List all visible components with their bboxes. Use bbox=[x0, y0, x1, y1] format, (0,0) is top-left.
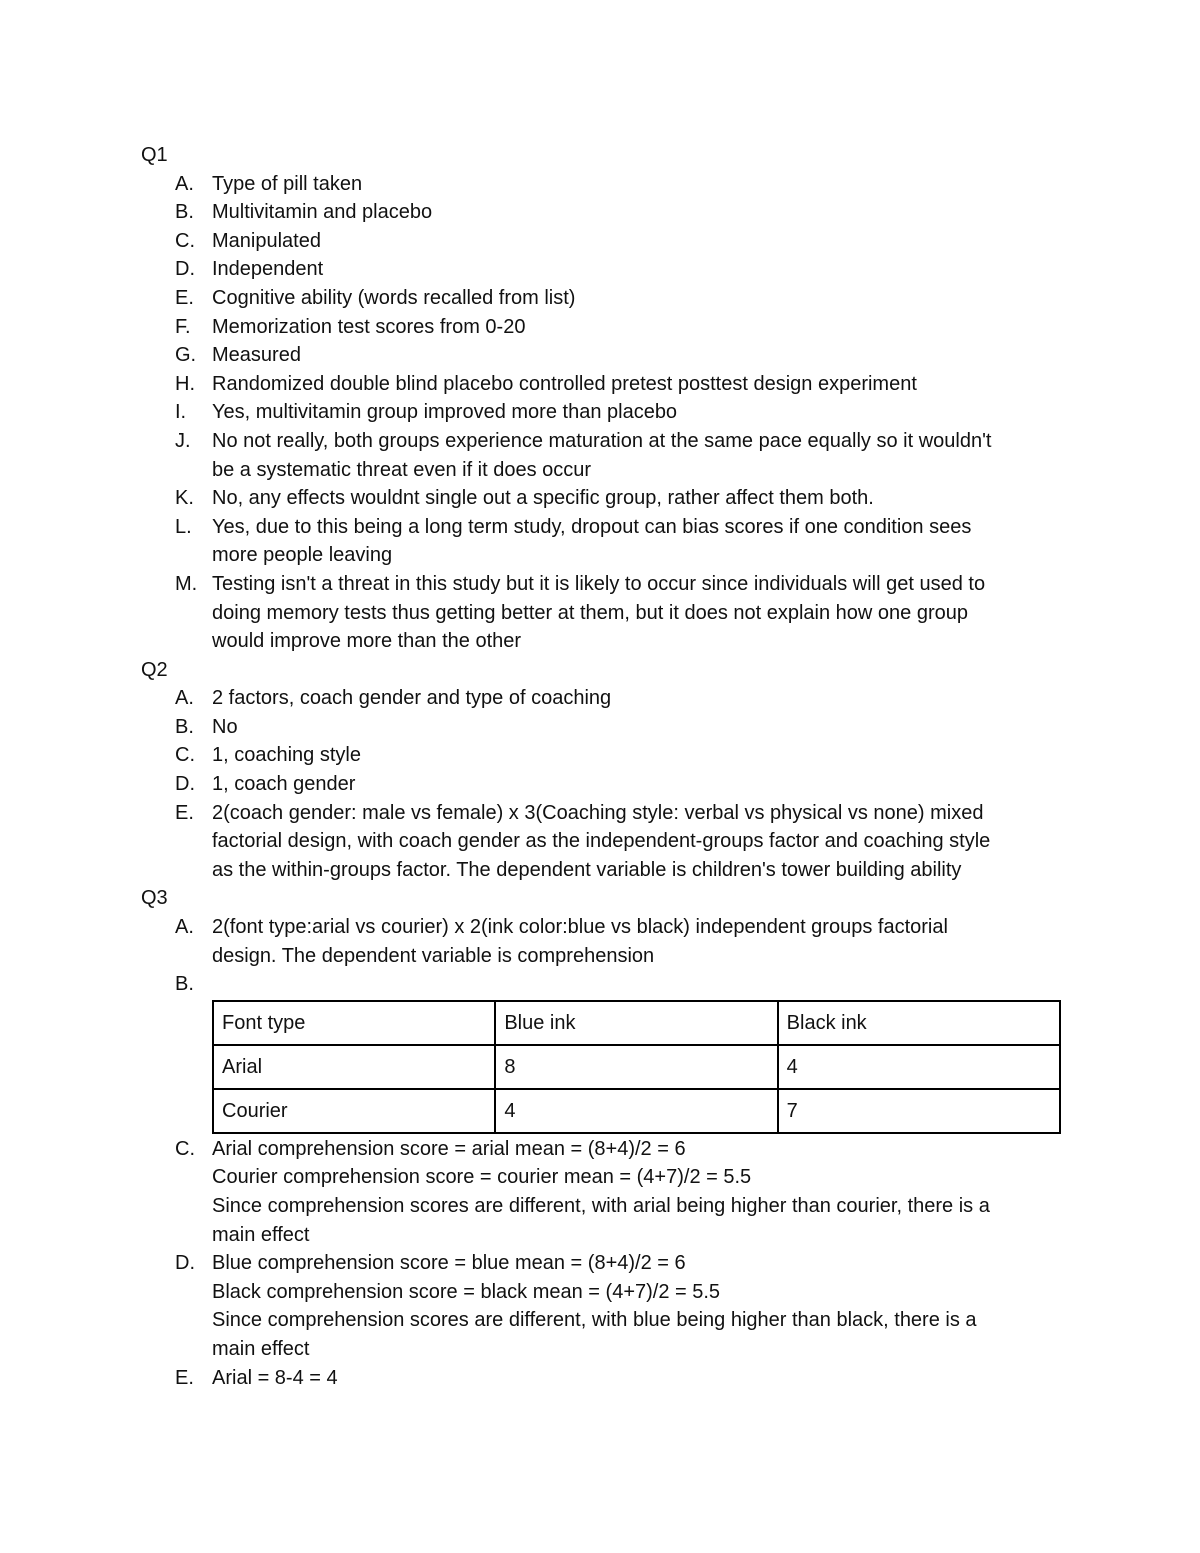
document-page bbox=[141, 141, 1066, 1392]
item-text: Blue comprehension score = blue mean = (8+4)/2 = 6 bbox=[212, 1252, 686, 1275]
q1-item-i bbox=[141, 398, 1066, 427]
q2-heading: Q2 bbox=[141, 658, 168, 681]
q2-item-e bbox=[141, 799, 1066, 885]
q1-item-m bbox=[141, 570, 1066, 656]
table-row bbox=[213, 1089, 1060, 1133]
q1-item-g bbox=[141, 341, 1066, 370]
q3-item-a bbox=[141, 913, 1066, 970]
item-letter: C. bbox=[175, 744, 195, 767]
q1-item-k bbox=[141, 484, 1066, 513]
item-letter: J. bbox=[175, 429, 191, 452]
item-text: more people leaving bbox=[212, 544, 393, 567]
item-text: Black comprehension score = black mean = (4+7)/2 = 5.5 bbox=[212, 1280, 721, 1303]
table-cell: 8 bbox=[495, 1045, 777, 1089]
item-text: Arial = 8-4 = 4 bbox=[212, 1366, 338, 1389]
item-letter: E. bbox=[175, 286, 194, 309]
item-text: Arial comprehension score = arial mean = (8+4)/2 = 6 bbox=[212, 1137, 686, 1160]
q1-item-j bbox=[141, 427, 1066, 484]
item-text: 1, coaching style bbox=[212, 744, 361, 767]
item-text: Measured bbox=[212, 344, 301, 367]
item-text: main effect bbox=[212, 1223, 310, 1246]
q1-list bbox=[141, 170, 1066, 656]
item-text: would improve more than the other bbox=[212, 630, 522, 653]
results-table bbox=[212, 1000, 1061, 1134]
table-row bbox=[213, 1045, 1060, 1089]
q1-item-h bbox=[141, 370, 1066, 399]
item-letter: K. bbox=[175, 487, 194, 510]
item-letter: H. bbox=[175, 372, 195, 395]
q3-item-d bbox=[141, 1249, 1066, 1363]
q3-section bbox=[141, 884, 1066, 1392]
table-cell: Arial bbox=[213, 1045, 495, 1089]
q1-section bbox=[141, 141, 1066, 656]
table-cell: Black ink bbox=[778, 1001, 1060, 1045]
q2-item-d bbox=[141, 770, 1066, 799]
item-letter: I. bbox=[175, 401, 187, 424]
q1-item-l bbox=[141, 513, 1066, 570]
item-letter: A. bbox=[175, 916, 194, 939]
item-text: doing memory tests thus getting better at them, but it does not explain how one group bbox=[212, 601, 969, 624]
q2-item-c bbox=[141, 741, 1066, 770]
table-cell: 4 bbox=[495, 1089, 777, 1133]
q2-item-b bbox=[141, 713, 1066, 742]
table-header-row bbox=[213, 1001, 1060, 1045]
item-text: Memorization test scores from 0-20 bbox=[212, 315, 526, 338]
item-text: Randomized double blind placebo controlled pretest posttest design experiment bbox=[212, 372, 917, 395]
item-text: Type of pill taken bbox=[212, 172, 363, 195]
item-letter: F. bbox=[175, 315, 191, 338]
item-text: Yes, due to this being a long term study, dropout can bias scores if one condition sees bbox=[212, 515, 972, 538]
item-text: Courier comprehension score = courier mean = (4+7)/2 = 5.5 bbox=[212, 1166, 752, 1189]
item-text: 2 factors, coach gender and type of coaching bbox=[212, 687, 612, 710]
item-text: main effect bbox=[212, 1337, 310, 1360]
item-letter: E. bbox=[175, 801, 194, 824]
item-text: 1, coach gender bbox=[212, 773, 356, 796]
results-table-wrapper bbox=[212, 1000, 1066, 1134]
item-text: Yes, multivitamin group improved more than placebo bbox=[212, 401, 678, 424]
q3-heading: Q3 bbox=[141, 887, 168, 910]
q1-item-c bbox=[141, 227, 1066, 256]
q3-item-e bbox=[141, 1364, 1066, 1393]
q3-item-c bbox=[141, 1135, 1066, 1249]
q3-list bbox=[141, 913, 1066, 1392]
item-text: Testing isn't a threat in this study but it is likely to occur since individuals will get used to bbox=[212, 572, 986, 595]
item-text: No bbox=[212, 715, 238, 738]
item-text: No not really, both groups experience maturation at the same pace equally so it wouldn't bbox=[212, 429, 992, 452]
item-text: Since comprehension scores are different, with blue being higher than black, there is a bbox=[212, 1309, 977, 1332]
item-text: design. The dependent variable is comprehension bbox=[212, 944, 655, 967]
table-cell: Courier bbox=[213, 1089, 495, 1133]
item-letter: B. bbox=[175, 973, 194, 996]
item-text: Multivitamin and placebo bbox=[212, 201, 433, 224]
item-letter: M. bbox=[175, 572, 198, 595]
item-text: 2(coach gender: male vs female) x 3(Coaching style: verbal vs physical vs none) mixed bbox=[212, 801, 984, 824]
item-letter: A. bbox=[175, 172, 194, 195]
item-letter: C. bbox=[175, 1137, 195, 1160]
item-text: No, any effects wouldnt single out a specific group, rather affect them both. bbox=[212, 487, 874, 510]
item-text: Since comprehension scores are different, with arial being higher than courier, there is a bbox=[212, 1195, 990, 1217]
q1-item-e bbox=[141, 284, 1066, 313]
item-letter: B. bbox=[175, 715, 194, 738]
table-cell: 4 bbox=[778, 1045, 1060, 1089]
item-text: factorial design, with coach gender as the independent-groups factor and coaching style bbox=[212, 830, 991, 853]
q1-item-f bbox=[141, 313, 1066, 342]
q1-heading: Q1 bbox=[141, 144, 168, 166]
item-text: be a systematic threat even if it does occur bbox=[212, 458, 592, 481]
item-letter: C. bbox=[175, 229, 195, 252]
item-letter: L. bbox=[175, 515, 192, 538]
item-text bbox=[212, 970, 1066, 999]
item-letter: E. bbox=[175, 1366, 194, 1389]
q1-item-b bbox=[141, 198, 1066, 227]
item-letter: G. bbox=[175, 344, 197, 367]
item-letter: D. bbox=[175, 1252, 195, 1275]
table-cell: Font type bbox=[213, 1001, 495, 1045]
item-letter: A. bbox=[175, 687, 194, 710]
item-letter: D. bbox=[175, 258, 195, 281]
item-text: Cognitive ability (words recalled from list) bbox=[212, 286, 576, 309]
q2-item-a bbox=[141, 684, 1066, 713]
q3-item-b bbox=[141, 970, 1066, 999]
item-text: as the within-groups factor. The dependent variable is children's tower building ability bbox=[212, 858, 962, 881]
q1-item-d bbox=[141, 255, 1066, 284]
item-text: Independent bbox=[212, 258, 324, 281]
table-cell: Blue ink bbox=[495, 1001, 777, 1045]
item-text: 2(font type:arial vs courier) x 2(ink color:blue vs black) independent groups factorial bbox=[212, 916, 948, 939]
table-cell: 7 bbox=[778, 1089, 1060, 1133]
q2-section bbox=[141, 656, 1066, 885]
item-letter: B. bbox=[175, 201, 194, 224]
q1-item-a bbox=[141, 170, 1066, 199]
item-letter: D. bbox=[175, 773, 195, 796]
q2-list bbox=[141, 684, 1066, 884]
item-text: Manipulated bbox=[212, 229, 321, 252]
